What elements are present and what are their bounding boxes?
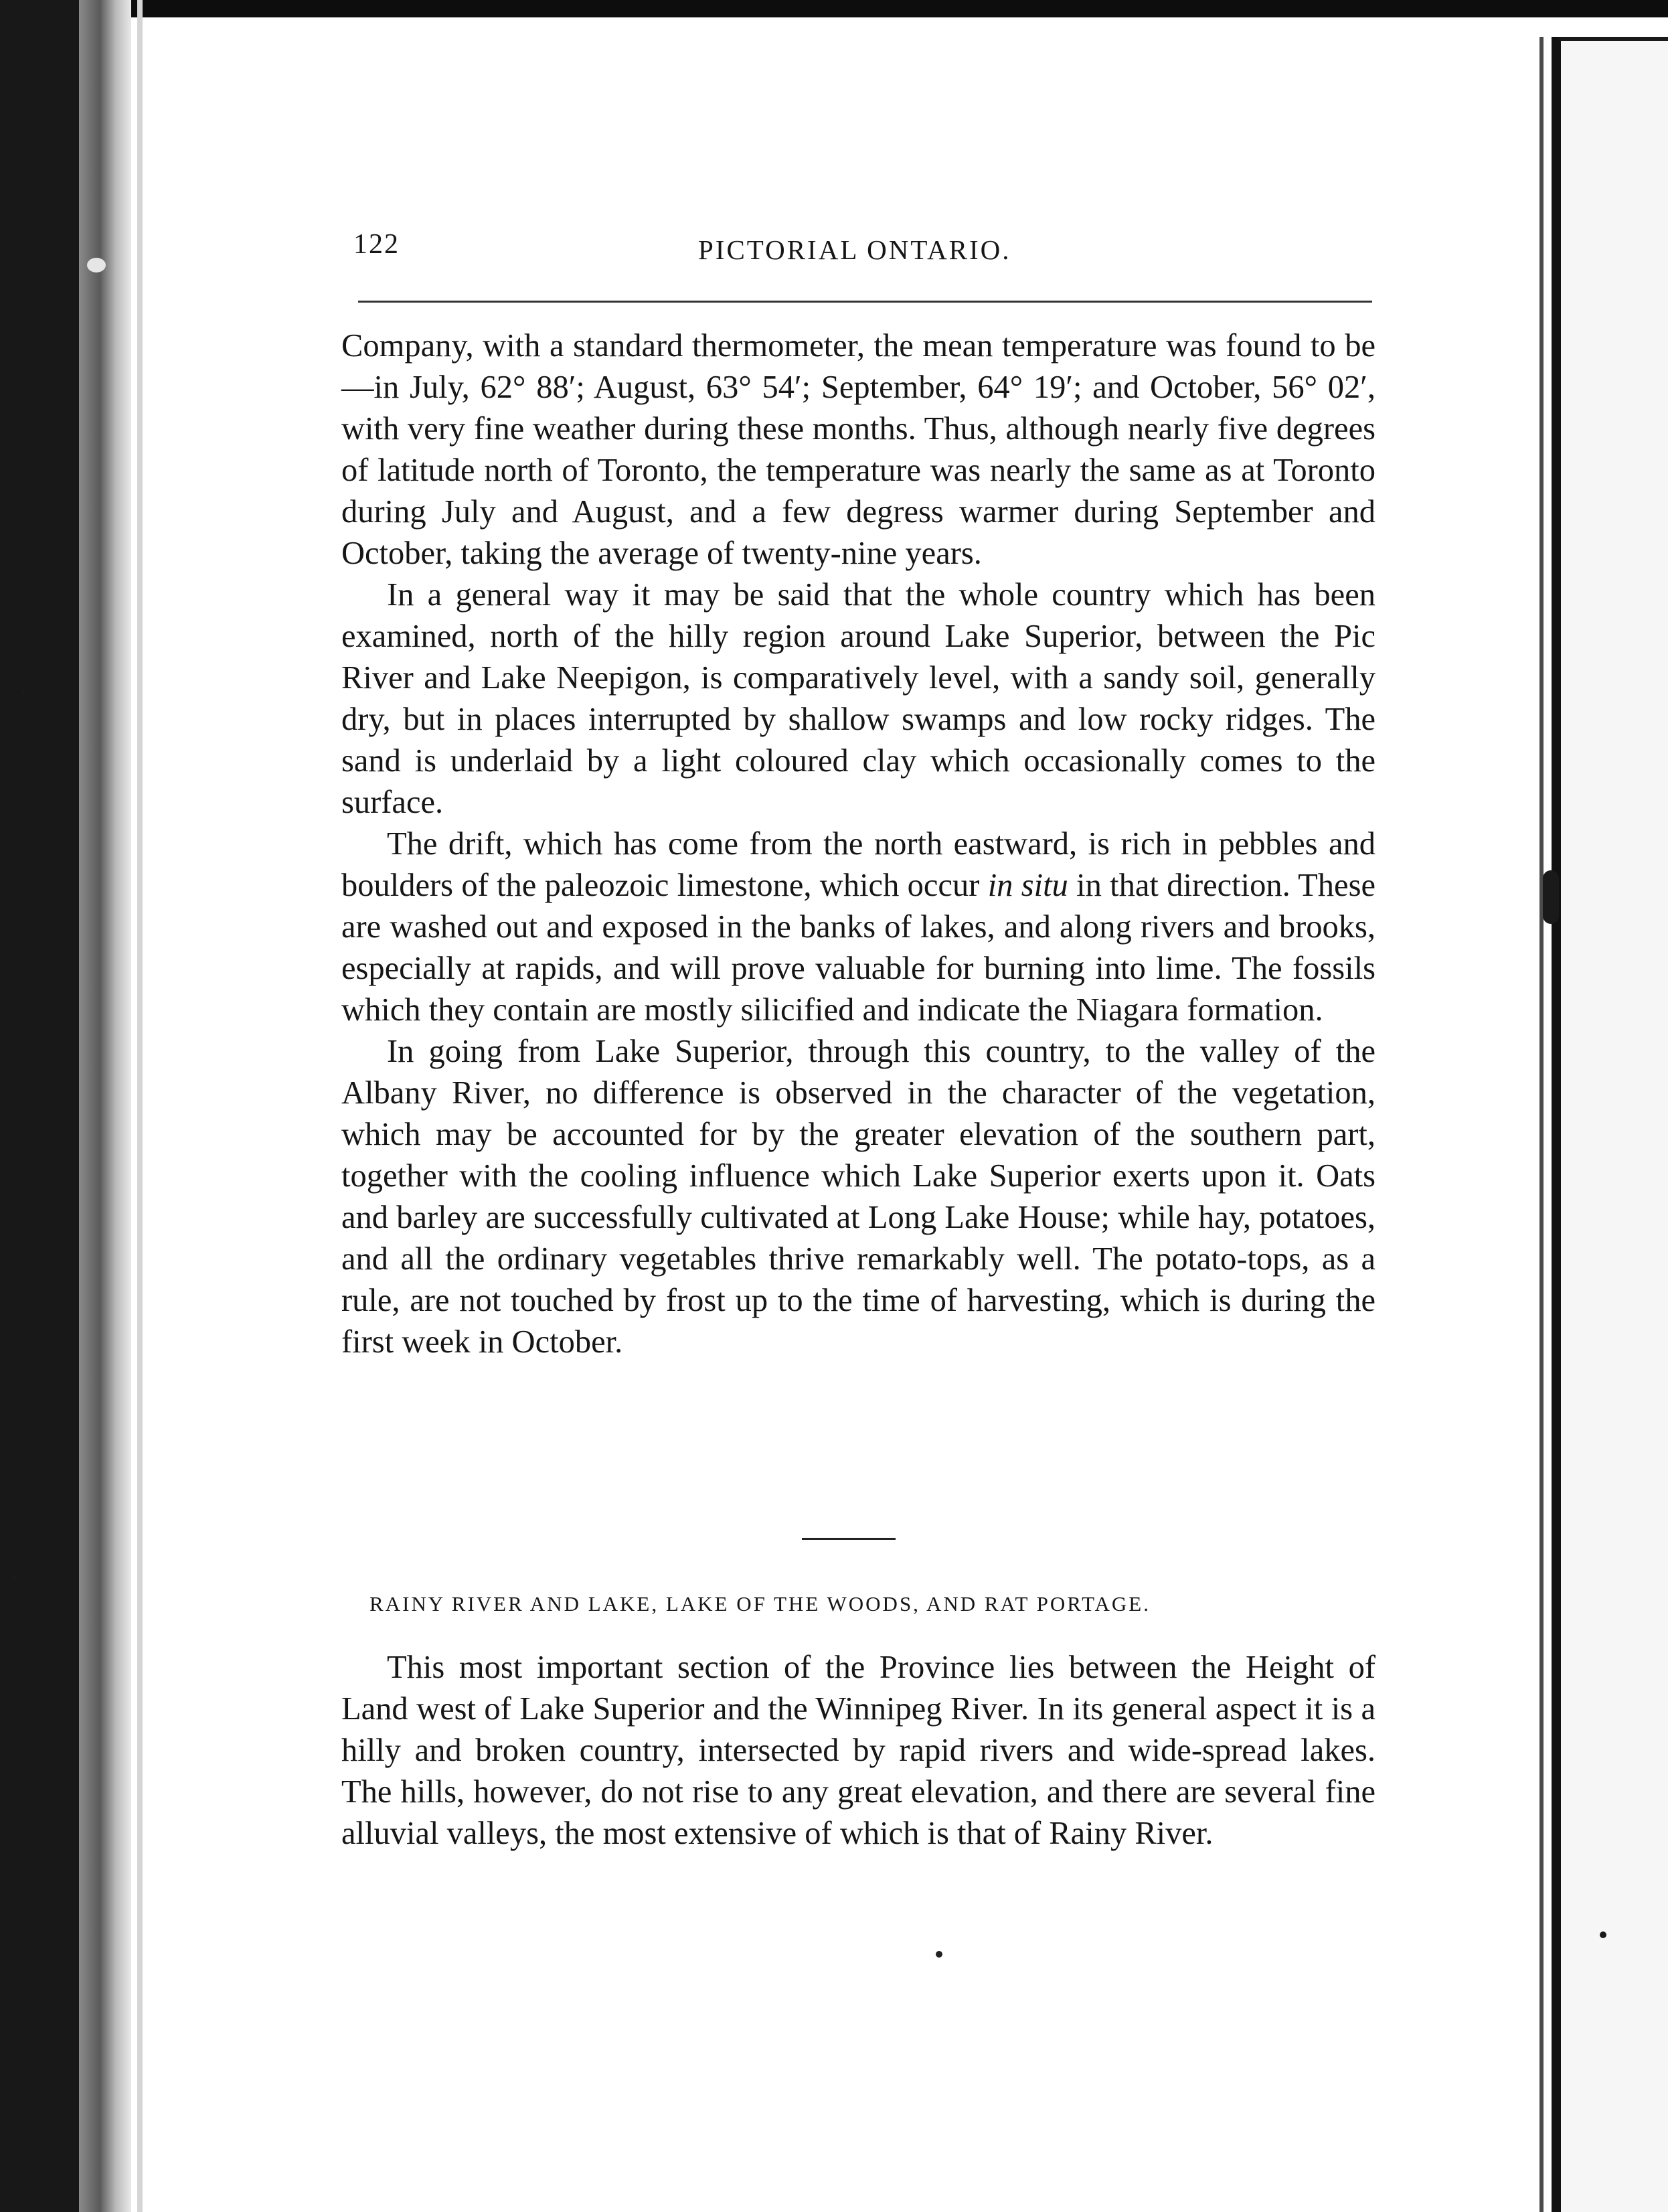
paragraph-country: In a general way it may be said that the whole country which has been examined, north of the hilly region around Lake Superior, between the Pic River and Lake Neepigon, is comparatively level, with a sandy soil, generally dry, but in places interrupted by shallow swamps and low rocky ridges. The sand is underlaid by a light coloured clay which occasionally comes to the surface.: [341, 577, 1375, 820]
scan-speck: [1600, 1931, 1606, 1938]
page-number: 122: [353, 229, 400, 260]
running-title: PICTORIAL ONTARIO.: [698, 234, 1011, 265]
left-margin-shadow: [137, 0, 143, 2212]
section-heading: RAINY RIVER AND LAKE, LAKE OF THE WOODS, AND RAT PORTAGE.: [369, 1592, 1151, 1615]
scan-speck: [12, 1575, 16, 1582]
scan-speck: [1543, 870, 1559, 924]
paragraph-drift: [341, 823, 1375, 1031]
scan-speck: [87, 258, 106, 272]
paragraph-rainy-river: This most important section of the Province lies between the Height of Land west of Lake Superior and the Winnipeg River. In its general aspect it is a hilly and broken country, intersected by rapid rivers and wide-spread lakes. The hills, however, do not rise to any great elevation, and there are several fine alluvial valleys, the most extensive of which is that of Rainy River.: [341, 1650, 1375, 1851]
section-divider: [802, 1538, 896, 1540]
book-spine-shadow: [0, 0, 79, 2212]
paragraph-vegetation: In going from Lake Superior, through this country, to the valley of the Albany River, no difference is observed in the character of the vegetation, which may be accounted for by the greater elevation of the southern part, together with the cooling influence which Lake Superior exerts upon it. Oats and barley are successfully cultivated at Long Lake House; while hay, potatoes, and all the ordinary vegetables thrive remarkably well. The potato-tops, as a rule, are not touched by frost up to the time of harvesting, which is during the first week in October.: [341, 1034, 1375, 1360]
right-inner-edge: [1539, 37, 1544, 2212]
footer-dot: [936, 1951, 942, 1958]
right-gutter-line: [1552, 37, 1561, 2212]
body-text: [341, 325, 1375, 1363]
right-page-edge: [1561, 37, 1668, 2212]
left-page-edge: [79, 0, 131, 2212]
paragraph-drift-text-end: in that direction. These are washed out and exposed in the banks of lakes, and along rivers and brooks, especially at rapids, and will prove valuable for burning into lime. The fossils which they contain are mostly silicified and indicate the Niagara formation.: [341, 868, 1375, 1028]
scan-speck: [21, 690, 25, 694]
paragraph-drift-italic: in situ: [987, 868, 1068, 903]
section-body: [341, 1647, 1375, 1854]
scan-top-band: [0, 0, 1668, 17]
page-header: [353, 224, 1371, 278]
paragraph-temperature: Company, with a standard thermometer, the mean temperature was found to be—in July, 62° 88′; August, 63° 54′; September, 64° 19′; and October, 56° 02′, with very fine weather during these months. Thus, although nearly five degrees of latitude north of Toronto, the temperature was nearly the same as at Toronto during July and August, and a few degress warmer during September and October, taking the average of twenty-nine years.: [341, 328, 1375, 571]
right-top-rule: [1560, 37, 1668, 41]
header-rule: [358, 301, 1372, 303]
paragraph-drift-text: The drift, which has come from the north eastward, is rich in pebbles and boulders of the paleozoic limestone, which occur: [341, 826, 1375, 903]
